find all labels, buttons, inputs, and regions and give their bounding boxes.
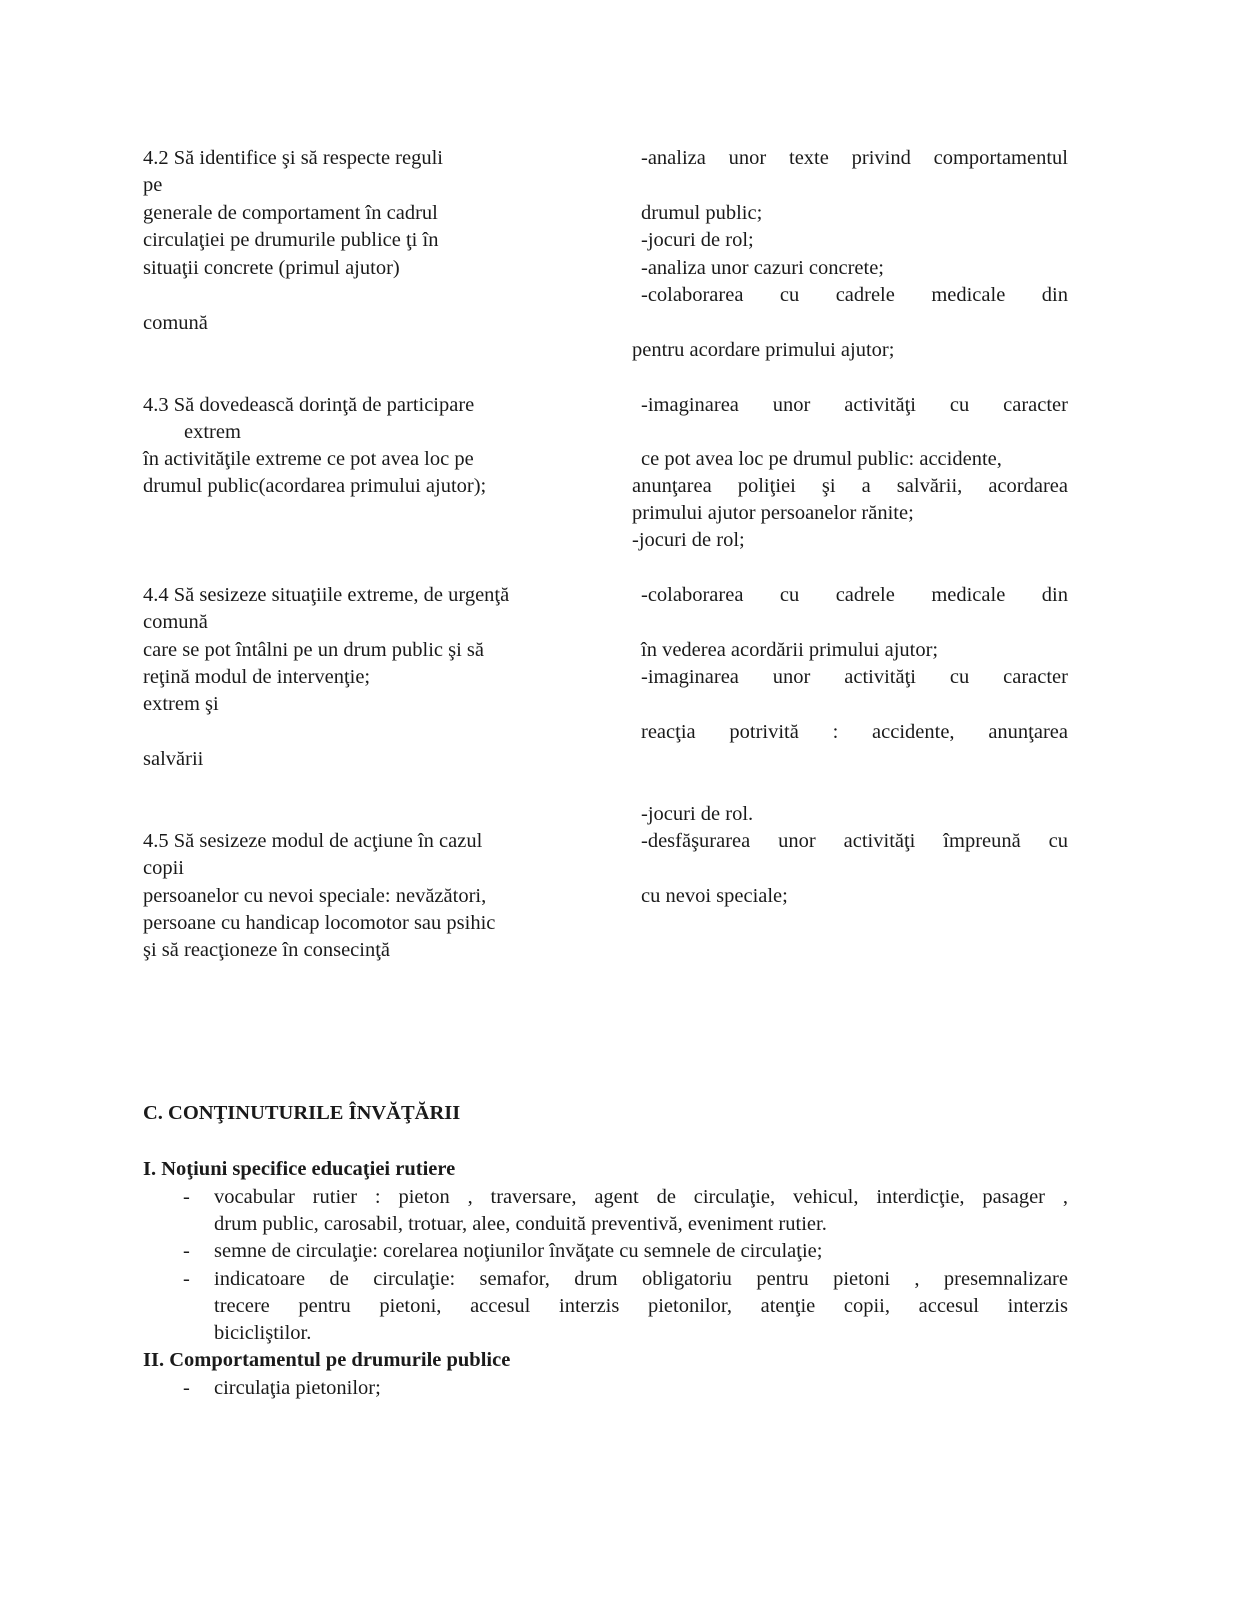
bullet-dash: - bbox=[183, 1377, 190, 1399]
obj-4-5-heading: 4.5 Să sesizeze modul de acţiune în cazul bbox=[143, 830, 483, 852]
obj-4-2-line: pe bbox=[143, 174, 163, 196]
obj-4-3-line: în activităţile extreme ce pot avea loc pe bbox=[143, 448, 474, 470]
activity-line-justified bbox=[641, 393, 1068, 417]
word: pentru bbox=[298, 1295, 351, 1317]
word: vehicul, bbox=[793, 1186, 859, 1208]
word: : bbox=[374, 1186, 381, 1208]
bullet-line: bicicliştilor. bbox=[214, 1322, 312, 1344]
word: caracter bbox=[1003, 394, 1068, 416]
word: -colaborarea bbox=[641, 584, 744, 606]
obj-4-5-line: şi să reacţioneze în consecinţă bbox=[143, 939, 391, 961]
word: semafor, bbox=[479, 1268, 550, 1290]
obj-4-4-heading: 4.4 Să sesizeze situaţiile extreme, de urgenţă bbox=[143, 584, 510, 606]
word: cadrele bbox=[835, 284, 895, 306]
word: circulaţie, bbox=[693, 1186, 776, 1208]
word: pietoni, bbox=[379, 1295, 442, 1317]
word: de bbox=[329, 1268, 349, 1290]
obj-4-2-line: generale de comportament în cadrul bbox=[143, 202, 438, 224]
word: şi bbox=[821, 475, 836, 497]
word: activităţi bbox=[844, 394, 916, 416]
obj-4-3-heading: 4.3 Să dovedească dorinţă de participare bbox=[143, 394, 475, 416]
word: cu bbox=[779, 584, 800, 606]
word: pentru bbox=[756, 1268, 809, 1290]
activity-line: ce pot avea loc pe drumul public: accidente, bbox=[641, 448, 1002, 470]
bullet-line-justified bbox=[214, 1267, 1068, 1291]
obj-4-4-line: comună bbox=[143, 611, 208, 633]
word: obligatoriu bbox=[641, 1268, 732, 1290]
activity-line-justified bbox=[632, 474, 1068, 498]
obj-4-5-line: copii bbox=[143, 857, 184, 879]
word: , bbox=[914, 1268, 920, 1290]
obj-4-5-line: persoanelor cu nevoi speciale: nevăzători, bbox=[143, 885, 487, 907]
subsection-2-title: II. Comportamentul pe drumurile publice bbox=[143, 1349, 511, 1371]
word: anunţarea bbox=[988, 721, 1068, 743]
word: , bbox=[467, 1186, 473, 1208]
word: pieton bbox=[398, 1186, 450, 1208]
word: cu bbox=[949, 394, 970, 416]
word: interdicţie, bbox=[876, 1186, 965, 1208]
obj-4-2-heading: 4.2 Să identifice şi să respecte reguli bbox=[143, 147, 443, 169]
word: activităţi bbox=[843, 830, 916, 852]
word: a bbox=[861, 475, 871, 497]
word: drum bbox=[574, 1268, 618, 1290]
word: potrivită bbox=[729, 721, 799, 743]
word: agent bbox=[594, 1186, 639, 1208]
word: presemnalizare bbox=[943, 1268, 1068, 1290]
bullet-dash: - bbox=[183, 1240, 190, 1262]
word: din bbox=[1041, 584, 1068, 606]
activity-line-justified bbox=[641, 720, 1068, 744]
word: , bbox=[1062, 1186, 1068, 1208]
bullet-dash: - bbox=[183, 1186, 190, 1208]
activity-line: -jocuri de rol. bbox=[641, 803, 754, 825]
activity-line-justified bbox=[641, 146, 1068, 170]
activity-line-justified bbox=[641, 665, 1068, 689]
word: accesul bbox=[918, 1295, 979, 1317]
obj-4-5-line: persoane cu handicap locomotor sau psihic bbox=[143, 912, 496, 934]
word: împreună bbox=[943, 830, 1021, 852]
word: cu bbox=[779, 284, 800, 306]
obj-4-2-line: comună bbox=[143, 312, 208, 334]
word: -colaborarea bbox=[641, 284, 744, 306]
word: pietoni bbox=[833, 1268, 891, 1290]
word: pietonilor, bbox=[647, 1295, 732, 1317]
word: acordarea bbox=[988, 475, 1068, 497]
word: texte bbox=[789, 147, 829, 169]
obj-4-2-line: circulaţiei pe drumurile publice ţi în bbox=[143, 229, 439, 251]
obj-4-3-line: extrem bbox=[184, 421, 241, 443]
word: circulaţie: bbox=[373, 1268, 456, 1290]
activity-line: cu nevoi speciale; bbox=[641, 885, 788, 907]
obj-4-4-line: extrem şi bbox=[143, 693, 219, 715]
word: -analiza bbox=[641, 147, 706, 169]
bullet-line: semne de circulaţie: corelarea noţiunilor învăţate cu semnele de circulaţie; bbox=[214, 1240, 823, 1262]
word: cu bbox=[1048, 830, 1068, 852]
activity-line: în vederea acordării primului ajutor; bbox=[641, 639, 939, 661]
bullet-line-justified bbox=[214, 1294, 1068, 1318]
obj-4-4-line: reţină modul de intervenţie; bbox=[143, 666, 371, 688]
word: unor bbox=[772, 666, 811, 688]
word: vocabular bbox=[214, 1186, 295, 1208]
word: de bbox=[656, 1186, 676, 1208]
word: accesul bbox=[470, 1295, 531, 1317]
word: medicale bbox=[931, 584, 1006, 606]
obj-4-4-line: care se pot întâlni pe un drum public şi să bbox=[143, 639, 485, 661]
word: interzis bbox=[559, 1295, 620, 1317]
activity-line-justified bbox=[641, 583, 1068, 607]
word: rutier bbox=[312, 1186, 358, 1208]
word: medicale bbox=[931, 284, 1006, 306]
word: unor bbox=[772, 394, 811, 416]
word: atenţie bbox=[760, 1295, 816, 1317]
word: trecere bbox=[214, 1295, 270, 1317]
activity-line: drumul public; bbox=[641, 202, 763, 224]
word: traversare, bbox=[490, 1186, 577, 1208]
bullet-line: circulaţia pietonilor; bbox=[214, 1377, 381, 1399]
word: din bbox=[1041, 284, 1068, 306]
word: interzis bbox=[1007, 1295, 1068, 1317]
word: anunţarea bbox=[632, 475, 712, 497]
word: unor bbox=[728, 147, 767, 169]
bullet-line: drum public, carosabil, trotuar, alee, conduită preventivă, eveniment rutier. bbox=[214, 1213, 827, 1235]
obj-4-4-line: salvării bbox=[143, 748, 204, 770]
word: copii, bbox=[843, 1295, 891, 1317]
word: : bbox=[832, 721, 839, 743]
section-c-title: C. CONŢINUTURILE ÎNVĂŢĂRII bbox=[143, 1102, 461, 1124]
word: comportamentul bbox=[933, 147, 1068, 169]
obj-4-2-line: situaţii concrete (primul ajutor) bbox=[143, 257, 400, 279]
word: -imaginarea bbox=[641, 394, 739, 416]
activity-line: pentru acordare primului ajutor; bbox=[632, 339, 895, 361]
word: reacţia bbox=[641, 721, 696, 743]
activity-line: -jocuri de rol; bbox=[641, 229, 754, 251]
word: unor bbox=[778, 830, 816, 852]
bullet-dash: - bbox=[183, 1268, 190, 1290]
word: poliţiei bbox=[737, 475, 796, 497]
word: pasager bbox=[982, 1186, 1045, 1208]
word: salvării, bbox=[896, 475, 963, 497]
word: cu bbox=[949, 666, 970, 688]
activity-line-justified bbox=[641, 283, 1068, 307]
activity-line: -jocuri de rol; bbox=[632, 529, 745, 551]
obj-4-3-line: drumul public(acordarea primului ajutor); bbox=[143, 475, 487, 497]
word: privind bbox=[851, 147, 911, 169]
activity-line-justified bbox=[641, 829, 1068, 853]
activity-line: -analiza unor cazuri concrete; bbox=[641, 257, 884, 279]
word: cadrele bbox=[835, 584, 895, 606]
word: caracter bbox=[1003, 666, 1068, 688]
word: activităţi bbox=[844, 666, 916, 688]
word: indicatoare bbox=[214, 1268, 306, 1290]
bullet-line-justified bbox=[214, 1185, 1068, 1209]
word: -desfăşurarea bbox=[641, 830, 751, 852]
word: accidente, bbox=[872, 721, 955, 743]
word: -imaginarea bbox=[641, 666, 739, 688]
activity-line: primului ajutor persoanelor rănite; bbox=[632, 502, 914, 524]
subsection-1-title: I. Noţiuni specifice educaţiei rutiere bbox=[143, 1158, 456, 1180]
